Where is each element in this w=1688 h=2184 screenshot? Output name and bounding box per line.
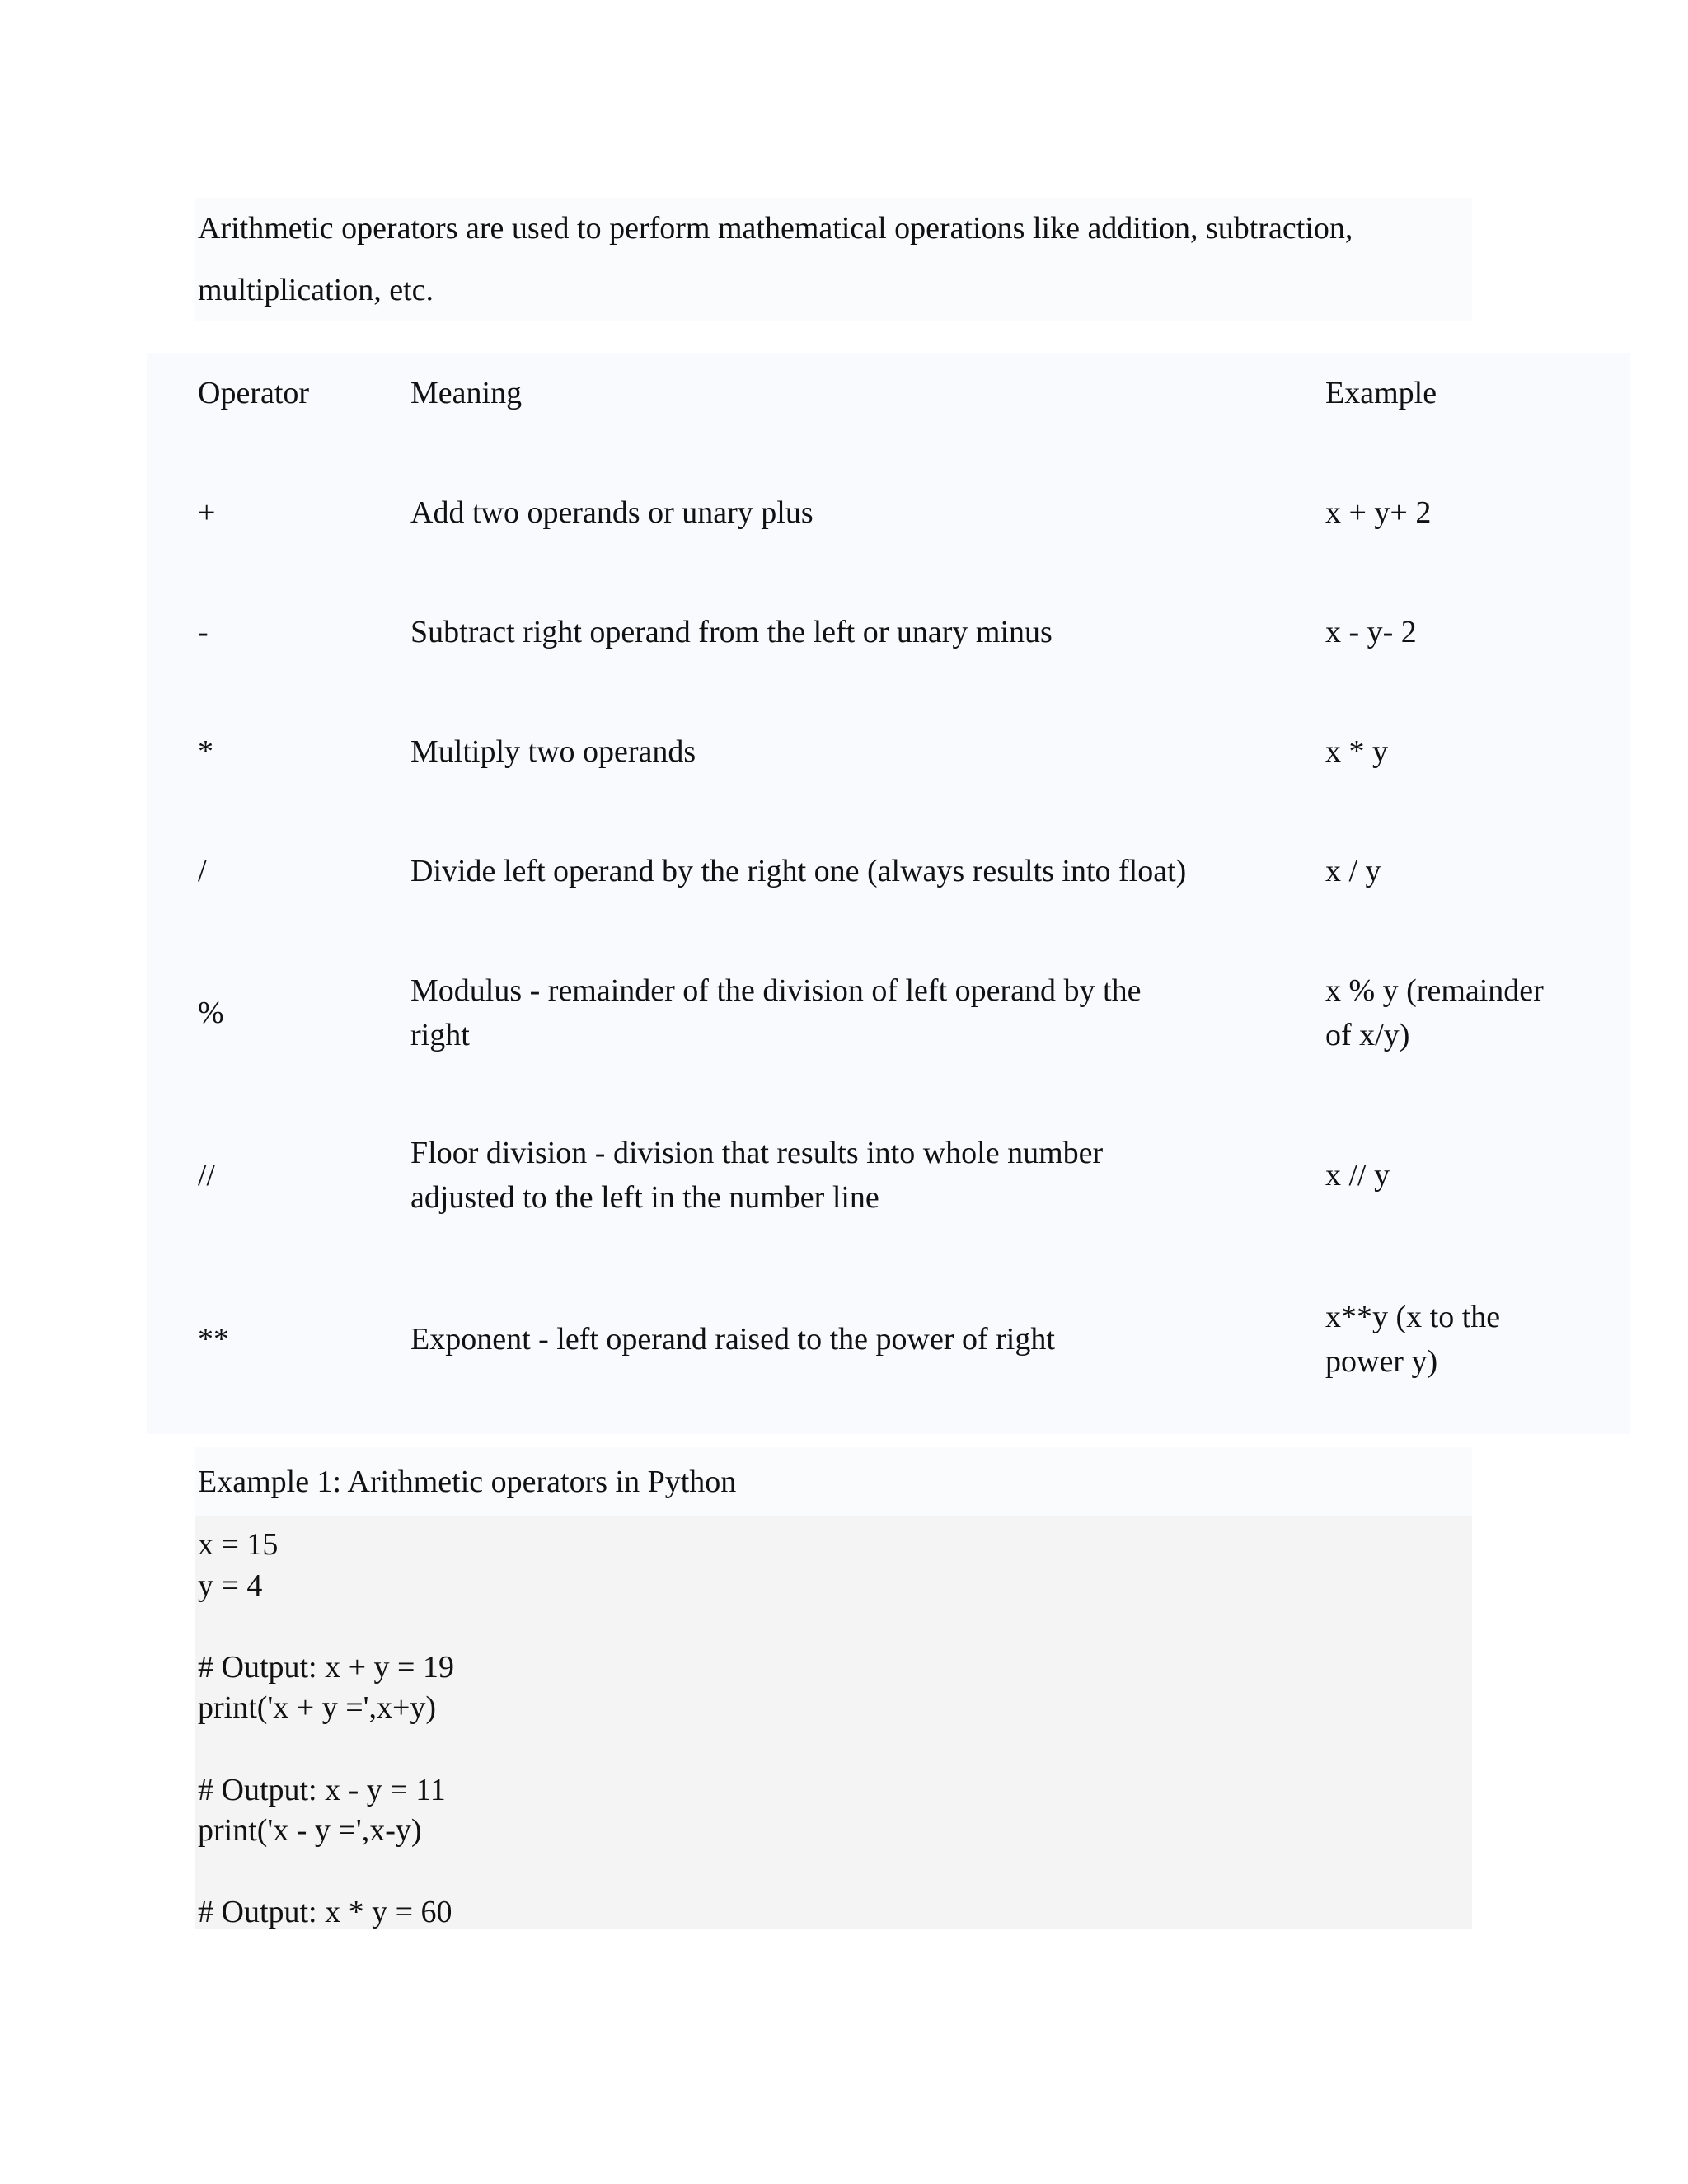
intro-line-2: multiplication, etc.	[198, 273, 434, 307]
code-line: y = 4	[198, 1568, 263, 1603]
example-cell	[1325, 968, 1606, 1057]
example-line: x**y (x to the	[1325, 1300, 1501, 1334]
code-line	[195, 1852, 1472, 1893]
header-example: Example	[1325, 376, 1437, 410]
operator-cell: **	[198, 1322, 229, 1357]
example-cell	[1325, 849, 1606, 893]
meaning-line: Add two operands or unary plus	[410, 495, 814, 530]
code-line: # Output: x + y = 19	[198, 1649, 454, 1685]
meaning-cell	[410, 1317, 1235, 1361]
code-line	[195, 1606, 1472, 1647]
code-line: # Output: x * y = 60	[198, 1895, 452, 1929]
example-line: x // y	[1325, 1158, 1390, 1193]
header-meaning: Meaning	[410, 376, 523, 410]
example-cell	[1325, 1153, 1606, 1197]
meaning-cell	[410, 849, 1235, 893]
table-row	[147, 490, 1630, 535]
example-line: x / y	[1325, 854, 1381, 888]
intro-paragraph	[195, 198, 1472, 321]
meaning-cell	[410, 729, 1235, 774]
table-row	[147, 968, 1630, 1057]
code-line: x = 15	[198, 1527, 279, 1562]
table-row	[147, 610, 1630, 654]
operator-cell: +	[198, 495, 216, 530]
example-cell	[1325, 610, 1606, 654]
operator-cell: /	[198, 854, 207, 888]
operator-cell: -	[198, 615, 209, 649]
meaning-line: Modulus - remainder of the division of left operand by the	[410, 973, 1142, 1008]
example-cell	[1325, 1295, 1606, 1384]
meaning-line: Multiply two operands	[410, 734, 696, 769]
operator-cell: *	[198, 734, 213, 769]
example-cell	[1325, 490, 1606, 535]
operator-cell: %	[198, 996, 224, 1030]
meaning-line: Exponent - left operand raised to the power of right	[410, 1322, 1055, 1357]
table-row	[147, 1131, 1630, 1220]
example-cell	[1325, 729, 1606, 774]
meaning-cell	[410, 1131, 1235, 1220]
example-line: x * y	[1325, 734, 1388, 769]
table-row	[147, 729, 1630, 774]
meaning-line: right	[410, 1018, 470, 1052]
example-line: x % y (remainder	[1325, 973, 1544, 1008]
example-line: x + y+ 2	[1325, 495, 1432, 530]
meaning-line: Floor division - division that results into whole number	[410, 1136, 1104, 1170]
code-line: print('x + y =',x+y)	[198, 1690, 437, 1726]
example-title-text: Example 1: Arithmetic operators in Python	[198, 1465, 737, 1499]
code-line: # Output: x - y = 11	[198, 1772, 446, 1807]
table-header-row	[147, 371, 1630, 415]
operators-table	[147, 353, 1630, 1434]
code-block	[195, 1516, 1472, 1929]
meaning-line: adjusted to the left in the number line	[410, 1180, 879, 1215]
operator-cell: //	[198, 1158, 216, 1193]
header-operator: Operator	[198, 376, 310, 410]
meaning-cell	[410, 610, 1235, 654]
table-row	[147, 1295, 1630, 1384]
intro-line-1: Arithmetic operators are used to perform mathematical operations like addition, subtraction,	[198, 211, 1353, 246]
meaning-cell	[410, 968, 1235, 1057]
meaning-cell	[410, 490, 1235, 535]
meaning-line: Divide left operand by the right one (always results into float)	[410, 854, 1187, 888]
meaning-line: Subtract right operand from the left or unary minus	[410, 615, 1053, 649]
example-line: x - y- 2	[1325, 615, 1417, 649]
code-line	[195, 1729, 1472, 1770]
example-heading	[195, 1447, 1472, 1516]
code-line: print('x - y =',x-y)	[198, 1813, 422, 1849]
table-row	[147, 849, 1630, 893]
example-line: of x/y)	[1325, 1018, 1410, 1052]
example-line: power y)	[1325, 1344, 1438, 1379]
